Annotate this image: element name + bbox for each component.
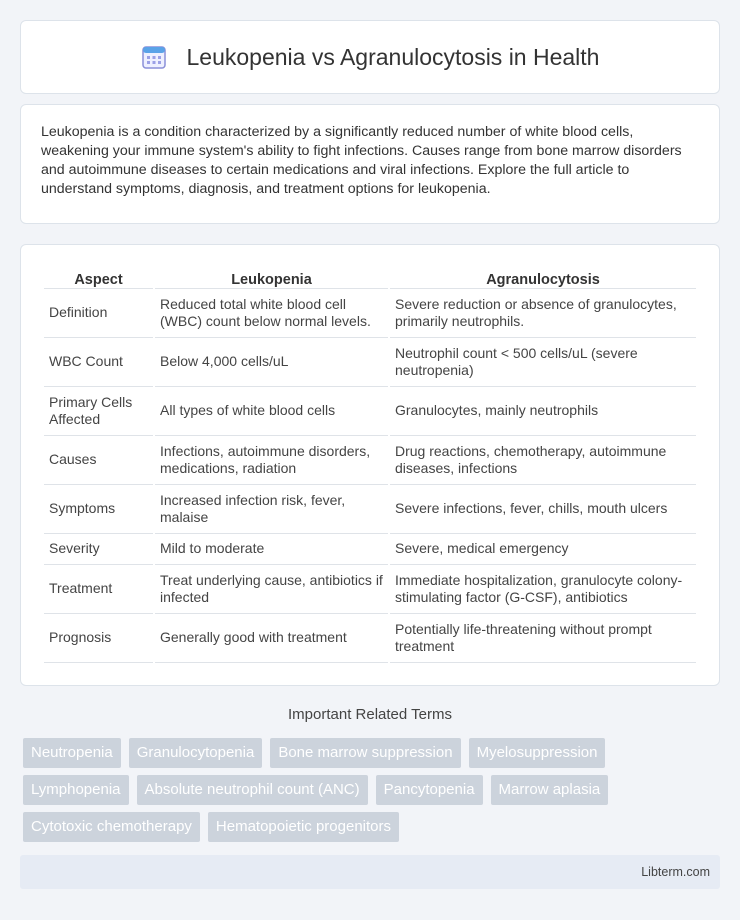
intro-text: Leukopenia is a condition characterized by a significantly reduced number of white blood cells, weakening your immune system's ability to fight infections. Causes range from bone marrow disorders and autoimmune diseases to certain medications and viral infections. Explore the full article to understand symptoms, diagnosis, and treatment options for leukopenia. — [41, 124, 682, 197]
column-header: Aspect — [44, 265, 153, 289]
table-row — [44, 338, 696, 387]
calendar-icon — [141, 44, 167, 70]
table-cell: Severe reduction or absence of granulocytes, primarily neutrophils. — [390, 289, 696, 338]
table-cell: Granulocytes, mainly neutrophils — [390, 387, 696, 436]
tag-row — [23, 812, 723, 842]
table-cell: Infections, autoimmune disorders, medications, radiation — [155, 436, 388, 485]
table-cell: Severe, medical emergency — [390, 534, 696, 565]
related-term-tag[interactable]: Neutropenia — [23, 738, 121, 768]
table-header-row — [44, 265, 696, 289]
related-term-tag[interactable]: Cytotoxic chemotherapy — [23, 812, 200, 842]
table-row — [44, 534, 696, 565]
footer: Libterm.com — [20, 855, 720, 889]
table-cell: Reduced total white blood cell (WBC) count below normal levels. — [155, 289, 388, 338]
related-term-tag[interactable]: Granulocytopenia — [129, 738, 263, 768]
intro-card — [20, 104, 720, 224]
column-header: Agranulocytosis — [390, 265, 696, 289]
related-term-tag[interactable]: Myelosuppression — [469, 738, 606, 768]
table-cell: Mild to moderate — [155, 534, 388, 565]
header-card — [20, 20, 720, 94]
related-term-tag[interactable]: Pancytopenia — [376, 775, 483, 805]
tag-row — [23, 775, 723, 805]
table-cell: Treatment — [44, 565, 153, 614]
comparison-table — [42, 265, 698, 663]
table-cell: Immediate hospitalization, granulocyte colony-stimulating factor (G-CSF), antibiotics — [390, 565, 696, 614]
table-cell: Below 4,000 cells/uL — [155, 338, 388, 387]
table-cell: Primary Cells Affected — [44, 387, 153, 436]
table-cell: WBC Count — [44, 338, 153, 387]
table-cell: Drug reactions, chemotherapy, autoimmune diseases, infections — [390, 436, 696, 485]
table-row — [44, 485, 696, 534]
table-cell: Definition — [44, 289, 153, 338]
table-cell: All types of white blood cells — [155, 387, 388, 436]
table-row — [44, 565, 696, 614]
page-title: Leukopenia vs Agranulocytosis in Health — [186, 43, 600, 70]
table-cell: Increased infection risk, fever, malaise — [155, 485, 388, 534]
related-term-tag[interactable]: Hematopoietic progenitors — [208, 812, 399, 842]
related-terms-title: Important Related Terms — [288, 706, 452, 723]
table-cell: Prognosis — [44, 614, 153, 663]
related-term-tag[interactable]: Bone marrow suppression — [270, 738, 460, 768]
table-cell: Generally good with treatment — [155, 614, 388, 663]
table-cell: Neutrophil count < 500 cells/uL (severe neutropenia) — [390, 338, 696, 387]
table-row — [44, 289, 696, 338]
table-row — [44, 387, 696, 436]
table-cell: Treat underlying cause, antibiotics if infected — [155, 565, 388, 614]
related-terms — [23, 738, 723, 849]
table-cell: Symptoms — [44, 485, 153, 534]
table-cell: Potentially life-threatening without prompt treatment — [390, 614, 696, 663]
column-header: Leukopenia — [155, 265, 388, 289]
table-row — [44, 614, 696, 663]
table-cell: Severity — [44, 534, 153, 565]
table-cell: Severe infections, fever, chills, mouth ulcers — [390, 485, 696, 534]
related-term-tag[interactable]: Marrow aplasia — [491, 775, 609, 805]
tag-row — [23, 738, 723, 768]
related-term-tag[interactable]: Lymphopenia — [23, 775, 129, 805]
related-term-tag[interactable]: Absolute neutrophil count (ANC) — [137, 775, 368, 805]
table-row — [44, 436, 696, 485]
table-cell: Causes — [44, 436, 153, 485]
comparison-table-card — [20, 244, 720, 686]
